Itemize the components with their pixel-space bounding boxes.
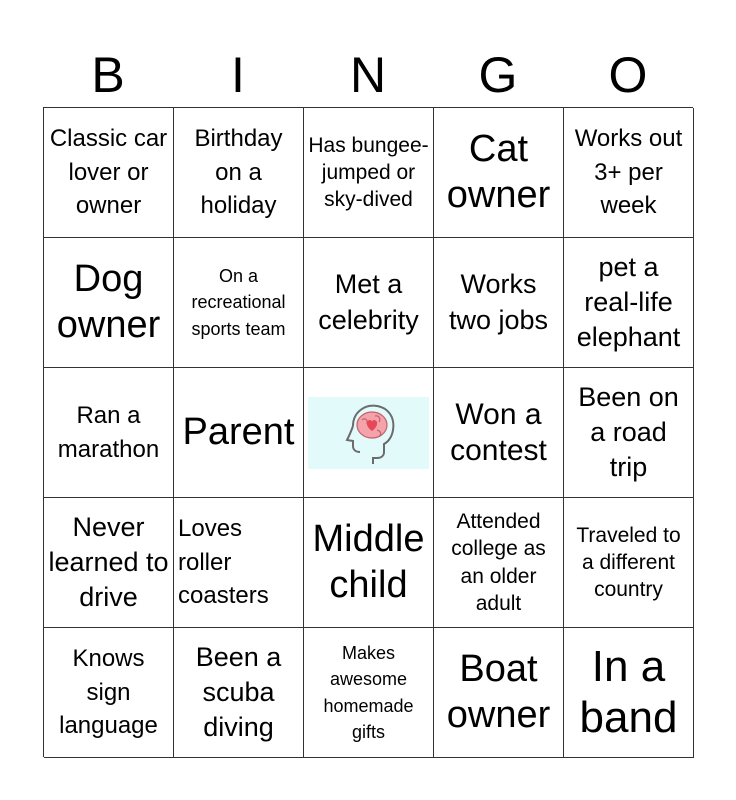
bingo-cell[interactable] bbox=[304, 108, 434, 238]
cell-text: Classic car lover or owner bbox=[49, 125, 168, 220]
bingo-cell[interactable] bbox=[44, 498, 174, 628]
bingo-cell[interactable] bbox=[564, 368, 694, 498]
header-letter-n: N bbox=[349, 47, 387, 103]
cell-text: Middle child bbox=[312, 517, 425, 606]
cell-text: Met a celebrity bbox=[318, 269, 419, 335]
cell-text: Never learned to drive bbox=[48, 511, 169, 613]
bingo-cell[interactable] bbox=[434, 368, 564, 498]
header-letter-g: G bbox=[478, 47, 518, 103]
header-letter-b: B bbox=[91, 47, 125, 103]
bingo-cell[interactable] bbox=[44, 628, 174, 758]
cell-text: Birthday on a holiday bbox=[194, 125, 283, 220]
bingo-cell[interactable] bbox=[434, 108, 564, 238]
cell-text: Makes awesome homemade gifts bbox=[323, 643, 414, 742]
cell-text: Attended college as an older adult bbox=[451, 509, 546, 615]
cell-text: Works two jobs bbox=[448, 269, 549, 335]
bingo-cell[interactable] bbox=[174, 628, 304, 758]
bingo-grid bbox=[43, 107, 693, 757]
bingo-cell[interactable] bbox=[44, 368, 174, 498]
free-space[interactable] bbox=[304, 368, 434, 498]
cell-text: Parent bbox=[182, 410, 295, 453]
bingo-header bbox=[43, 42, 693, 108]
cell-text: Been on a road trip bbox=[578, 381, 679, 483]
bingo-cell[interactable] bbox=[304, 498, 434, 628]
cell-text: Boat owner bbox=[446, 647, 551, 736]
bingo-cell[interactable] bbox=[564, 108, 694, 238]
bingo-cell[interactable] bbox=[44, 108, 174, 238]
bingo-cell[interactable] bbox=[174, 368, 304, 498]
cell-text: Loves roller coasters bbox=[178, 515, 269, 610]
cell-text: On a recreational sports team bbox=[191, 266, 286, 339]
bingo-cell[interactable] bbox=[44, 238, 174, 368]
bingo-cell[interactable] bbox=[564, 238, 694, 368]
cell-text: In a band bbox=[579, 642, 678, 742]
bingo-cell[interactable] bbox=[434, 238, 564, 368]
cell-text: Dog owner bbox=[56, 257, 161, 346]
bingo-cell[interactable] bbox=[564, 628, 694, 758]
header-letter-i: I bbox=[231, 47, 245, 103]
cell-text: Knows sign language bbox=[59, 645, 158, 740]
bingo-cell[interactable] bbox=[434, 628, 564, 758]
cell-text: Ran a marathon bbox=[57, 401, 160, 463]
bingo-cell[interactable] bbox=[174, 498, 304, 628]
cell-text: Been a scuba diving bbox=[195, 641, 282, 743]
bingo-cell[interactable] bbox=[304, 628, 434, 758]
header-letter-o: O bbox=[608, 47, 648, 103]
bingo-cell[interactable] bbox=[564, 498, 694, 628]
free-space-background bbox=[308, 397, 429, 469]
bingo-cell[interactable] bbox=[174, 238, 304, 368]
cell-text: Works out 3+ per week bbox=[574, 125, 683, 220]
brain-heart-icon bbox=[339, 400, 399, 466]
cell-text: Traveled to a different country bbox=[576, 523, 681, 602]
cell-text: pet a real-life elephant bbox=[576, 251, 681, 353]
cell-text: Cat owner bbox=[446, 127, 551, 216]
bingo-cell[interactable] bbox=[304, 238, 434, 368]
bingo-cell[interactable] bbox=[434, 498, 564, 628]
cell-text: Has bungee-jumped or sky-dived bbox=[308, 133, 429, 212]
cell-text: Won a contest bbox=[450, 397, 547, 467]
bingo-cell[interactable] bbox=[174, 108, 304, 238]
